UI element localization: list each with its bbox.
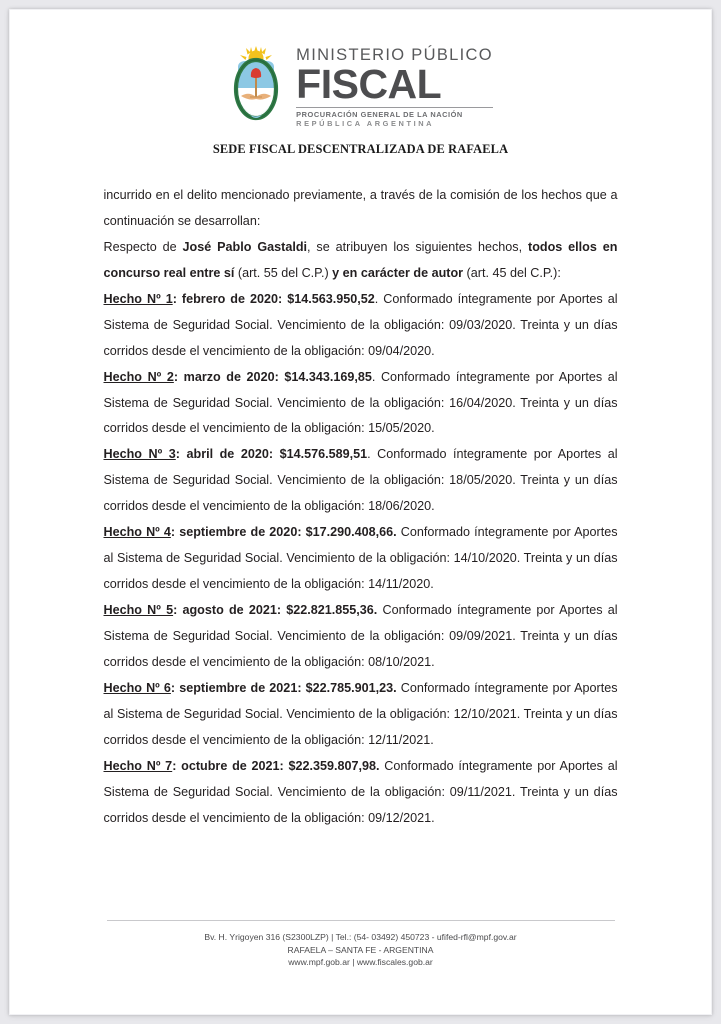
paragraph-hecho-7 — [104, 754, 618, 832]
logo-republica-argentina: REPÚBLICA ARGENTINA — [296, 119, 435, 129]
logo-fiscal: FISCAL — [296, 61, 442, 107]
hecho-2-detail: . Conformado íntegramente por Aportes al Sistema de Seguridad Social. Vencimiento de la obligación: 16/04/2020. Treinta y un días corridos desde el vencimiento de la obligación: 15/05/2020. — [103, 369, 618, 436]
paragraph-hecho-5 — [104, 598, 618, 676]
respecto-art45: (art. 45 del C.P.): — [463, 265, 561, 280]
paragraph-hecho-6 — [104, 676, 618, 754]
hecho-1-detail: . Conformado íntegramente por Aportes al Sistema de Seguridad Social. Vencimiento de la obligación: 09/03/2020. Treinta y un días corridos desde el vencimiento de la obligación: 09/04/2020. — [103, 291, 618, 358]
hecho-4-detail: Conformado íntegramente por Aportes al Sistema de Seguridad Social. Vencimiento de la obligación: 14/10/2020. Treinta y un días corridos desde el vencimiento de la obligación: 14/11/2020. — [103, 525, 618, 592]
logo-divider — [296, 107, 493, 108]
accused-name: José Pablo Gastaldi — [182, 239, 308, 254]
respecto-mid: , se atribuyen los siguientes hechos, — [307, 239, 528, 254]
argentina-coat-of-arms-icon — [228, 45, 284, 127]
hecho-2-label: Hecho Nº 2 — [103, 369, 174, 384]
paragraph-intro — [104, 183, 618, 235]
paragraph-respecto — [104, 235, 618, 287]
hecho-6-detail: Conformado íntegramente por Aportes al Sistema de Seguridad Social. Vencimiento de la obligación: 12/10/2021. Treinta y un días corridos desde el vencimiento de la obligación: 12/11/2021. — [103, 680, 618, 747]
hecho-3-label: Hecho Nº 3 — [103, 447, 176, 462]
intro-text: incurrido en el delito mencionado previamente, a través de la comisión de los hechos que a continuación se desarrollan: — [103, 188, 618, 228]
hecho-2-period-amount: : marzo de 2020: $14.343.169,85 — [173, 369, 372, 384]
hecho-3-detail: . Conformado íntegramente por Aportes al Sistema de Seguridad Social. Vencimiento de la obligación: 18/05/2020. Treinta y un días corridos desde el vencimiento de la obligación: 18/06/2020. — [103, 447, 618, 514]
institutional-logo — [10, 40, 711, 132]
hecho-7-detail: Conformado íntegramente por Aportes al Sistema de Seguridad Social. Vencimiento de la obligación: 09/11/2021. Treinta y un días corridos desde el vencimiento de la obligación: 09/12/2021. — [103, 758, 618, 825]
logo-ministerio-publico: MINISTERIO PÚBLICO — [296, 45, 493, 64]
paragraph-hecho-2 — [104, 365, 618, 443]
hecho-6-period-amount: : septiembre de 2021: $22.785.901,23. — [170, 680, 397, 695]
footer-city-line: RAFAELA – SANTA FE - ARGENTINA — [287, 944, 434, 955]
respecto-prefix: Respecto de — [103, 239, 183, 254]
hecho-6-label: Hecho Nº 6 — [103, 680, 171, 695]
logo-procuracion-general: PROCURACIÓN GENERAL DE LA NACIÓN — [296, 110, 463, 120]
hecho-7-period-amount: : octubre de 2021: $22.359.807,98. — [172, 758, 380, 773]
document-body — [104, 157, 618, 831]
document-footer — [10, 920, 711, 968]
document-header — [10, 10, 711, 157]
paragraph-hecho-1 — [104, 287, 618, 365]
footer-divider — [107, 920, 615, 921]
hecho-1-label: Hecho Nº 1 — [103, 291, 173, 306]
footer-websites-line: www.mpf.gob.ar | www.fiscales.gob.ar — [288, 956, 433, 967]
footer-contact-block — [10, 931, 711, 968]
respecto-art55: (art. 55 del C.P.) — [234, 265, 333, 280]
respecto-bold-concurso: todos ellos en concurso real entre sí — [103, 239, 618, 280]
footer-address-line: Bv. H. Yrigoyen 316 (S2300LZP) | Tel.: (54- 03492) 450723 - ufifed-rfl@mpf.gov.ar — [204, 932, 517, 943]
hecho-3-period-amount: : abril de 2020: $14.576.589,51 — [175, 447, 368, 462]
hecho-7-label: Hecho Nº 7 — [103, 758, 173, 773]
hecho-5-period-amount: : agosto de 2021: $22.821.855,36. — [173, 603, 378, 617]
paragraph-hecho-3 — [104, 442, 618, 520]
hecho-4-label: Hecho Nº 4 — [103, 525, 171, 540]
document-page — [9, 9, 712, 1015]
hecho-5-label: Hecho Nº 5 — [103, 603, 174, 617]
hecho-1-period-amount: : febrero de 2020: $14.563.950,52 — [172, 291, 375, 306]
hecho-4-period-amount: : septiembre de 2020: $17.290.408,66. — [170, 525, 397, 540]
paragraph-hecho-4 — [104, 520, 618, 598]
respecto-bold-autor: y en carácter de autor — [332, 265, 464, 280]
logo-wordmark — [296, 45, 493, 128]
hecho-5-detail: Conformado íntegramente por Aportes al Sistema de Seguridad Social. Vencimiento de la obligación: 09/09/2021. Treinta y un días corridos desde el vencimiento de la obligación: 08/10/2021. — [103, 603, 618, 669]
office-title: SEDE FISCAL DESCENTRALIZADA DE RAFAELA — [212, 142, 509, 156]
